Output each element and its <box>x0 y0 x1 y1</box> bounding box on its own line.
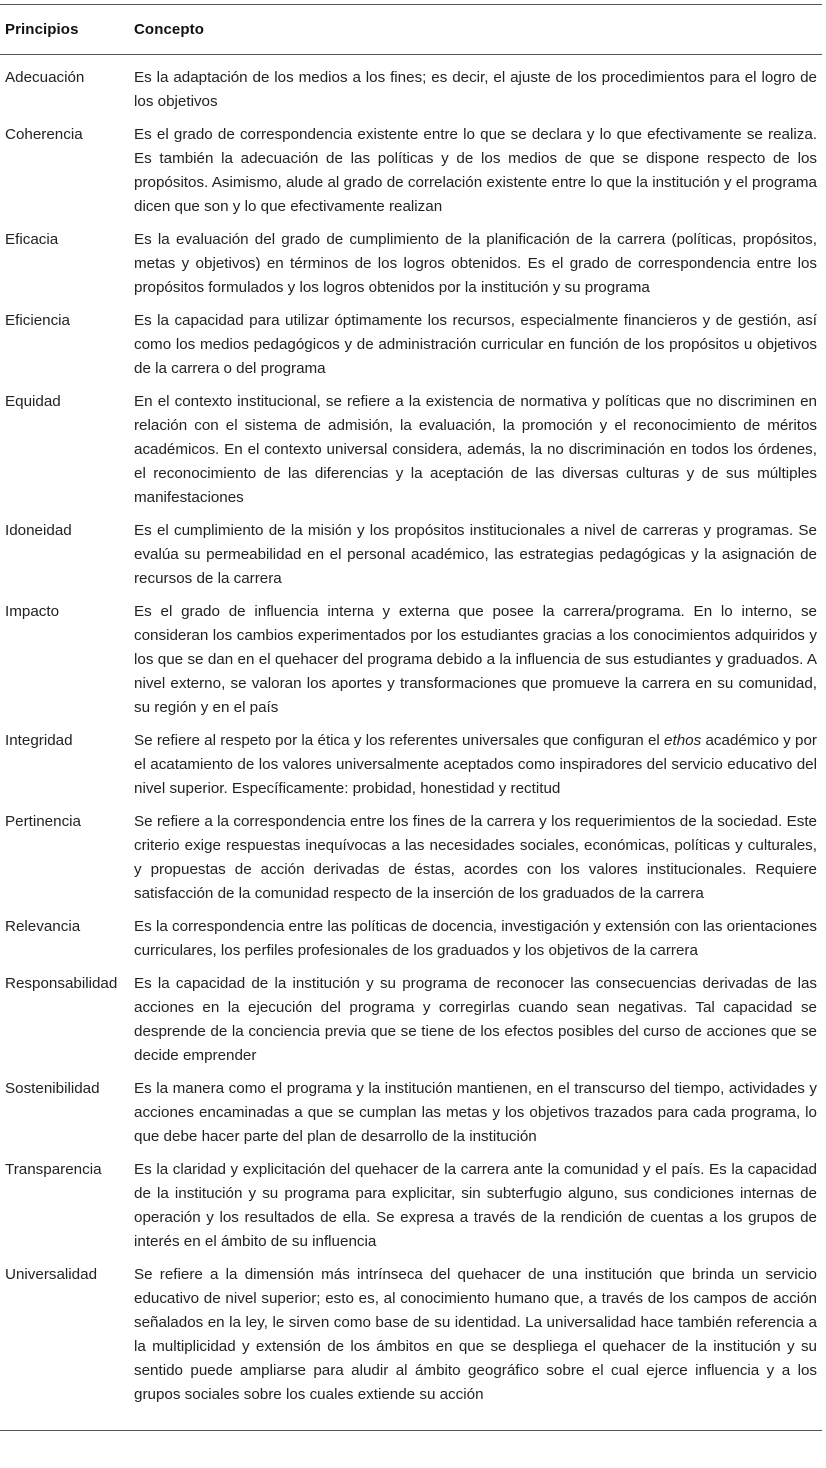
principle-cell: Eficacia <box>5 231 59 248</box>
table-row <box>0 1263 822 1416</box>
table-row <box>0 123 822 228</box>
principles-table <box>0 4 822 1431</box>
table-row <box>0 228 822 309</box>
principle-cell: Sostenibilidad <box>5 1080 100 1097</box>
principle-cell: Responsabilidad <box>5 975 118 992</box>
concept-cell: Se refiere a la dimensión más intrínseca del quehacer de una institución que brinda un servicio educativo de nivel superior; esto es, al conocimiento humano que, a través de los campos de acción señalados en la ley, le sirven como base de su identidad. La universalidad hace también referencia a la multiplicidad y extensión de los ámbitos en que se despliega el quehacer de la institución y su sentido puede ampliarse para aludir al ámbito geográfico sobre el cual ejerce influencia y a los grupos sociales sobre los cuales extiende su acción <box>134 1266 817 1403</box>
principle-cell: Adecuación <box>5 69 85 86</box>
concept-cell: Se refiere a la correspondencia entre los fines de la carrera y los requerimientos de la sociedad. Este criterio exige respuestas inequívocas a las necesidades sociales, económicas, políticas y culturales, y propuestas de acción derivadas de éstas, acordes con los valores institucionales. Requiere satisfacción de la comunidad respecto de la inserción de los graduados de la carrera <box>134 813 817 902</box>
concept-cell: En el contexto institucional, se refiere a la existencia de normativa y políticas que no discriminen en relación con el sistema de admisión, la evaluación, la promoción y el reconocimiento de méritos académicos. En el contexto universal considera, además, la no discriminación en todos los órdenes, el reconocimiento de las diferencias y la aceptación de las diversas culturas y de sus múltiples manifestaciones <box>134 393 817 506</box>
table-row <box>0 729 822 810</box>
table-header <box>0 5 822 54</box>
principle-cell: Universalidad <box>5 1266 98 1283</box>
concept-emphasis: ethos <box>664 732 702 749</box>
concept-cell: Es la capacidad para utilizar óptimamente los recursos, especialmente financieros y de gestión, así como los medios pedagógicos y de administración curricular en función de los propósitos u objetivos de la carrera o del programa <box>134 312 817 377</box>
principle-cell: Coherencia <box>5 126 83 143</box>
table-row <box>0 519 822 600</box>
concept-text: académico y por el acatamiento de los valores universalmente aceptados como inspiradores del servicio educativo del nivel superior. Específicamente: probidad, honestidad y rectitud <box>134 732 817 797</box>
principle-cell: Eficiencia <box>5 312 70 329</box>
table-row <box>0 915 822 972</box>
table-row <box>0 1158 822 1263</box>
concept-cell: Es el cumplimiento de la misión y los propósitos institucionales a nivel de carreras y programas. Se evalúa su permeabilidad en el personal académico, las estrategias pedagógicas y la asignación de recursos de la carrera <box>134 522 817 587</box>
concept-cell: Es la claridad y explicitación del quehacer de la carrera ante la comunidad y el país. Es la capacidad de la institución y su programa para explicitar, sin subterfugio alguno, sus condiciones internas de operación y los resultados de ella. Se expresa a través de la rendición de cuentas a los grupos de interés en el ámbito de su influencia <box>134 1161 817 1250</box>
header-concept: Concepto <box>134 20 204 38</box>
principle-cell: Idoneidad <box>5 522 72 539</box>
bottom-rule <box>0 1430 822 1431</box>
concept-cell: Es la evaluación del grado de cumplimiento de la planificación de la carrera (políticas, propósitos, metas y objetivos) en términos de los logros obtenidos. Es el grado de correspondencia entre los propósitos formulados y los logros obtenidos por la institución y su programa <box>134 231 817 296</box>
table-row <box>0 390 822 519</box>
concept-cell: Es el grado de influencia interna y externa que posee la carrera/programa. En lo interno, se consideran los cambios experimentados por los estudiantes gracias a los conocimientos adquiridos y los que se dan en el quehacer del programa debido a la influencia de sus estudiantes y graduados. A nivel externo, se valoran los aportes y transformaciones que promueve la carrera en su comunidad, su región y en el país <box>134 603 817 716</box>
table-row <box>0 1077 822 1158</box>
concept-cell: Es el grado de correspondencia existente entre lo que se declara y lo que efectivamente se realiza. Es también la adecuación de las políticas y de los medios de que se dispone respecto de los propósitos. Asimismo, alude al grado de correlación existente entre lo que la institución y el programa dicen que son y lo que efectivamente realizan <box>134 126 817 215</box>
concept-cell <box>134 729 817 801</box>
concept-cell: Es la manera como el programa y la institución mantienen, en el transcurso del tiempo, actividades y acciones encaminadas a que se cumplan las metas y los objetivos trazados para cada programa, lo que debe hacer parte del plan de desarrollo de la institución <box>134 1080 817 1145</box>
concept-text: Se refiere al respeto por la ética y los referentes universales que configuran el <box>134 732 665 749</box>
principle-cell: Equidad <box>5 393 61 410</box>
table-body <box>0 55 822 1416</box>
principle-cell: Impacto <box>5 603 60 620</box>
principle-cell: Transparencia <box>5 1161 102 1178</box>
table-row <box>0 66 822 123</box>
principle-cell: Pertinencia <box>5 813 81 830</box>
header-principles: Principios <box>5 20 79 38</box>
principle-cell: Integridad <box>5 732 73 749</box>
table-row <box>0 309 822 390</box>
concept-cell: Es la correspondencia entre las políticas de docencia, investigación y extensión con las orientaciones curriculares, los perfiles profesionales de los graduados y los objetivos de la carrera <box>134 918 817 959</box>
table-row <box>0 600 822 729</box>
concept-cell: Es la capacidad de la institución y su programa de reconocer las consecuencias derivadas de las acciones en la ejecución del programa y corregirlas cuando sean negativas. Tal capacidad se desprende de la conciencia previa que se tiene de los efectos posibles del curso de acciones que se decide emprender <box>134 975 817 1064</box>
principle-cell: Relevancia <box>5 918 81 935</box>
concept-cell: Es la adaptación de los medios a los fines; es decir, el ajuste de los procedimientos para el logro de los objetivos <box>134 69 817 110</box>
table-row <box>0 810 822 915</box>
table-row <box>0 972 822 1077</box>
